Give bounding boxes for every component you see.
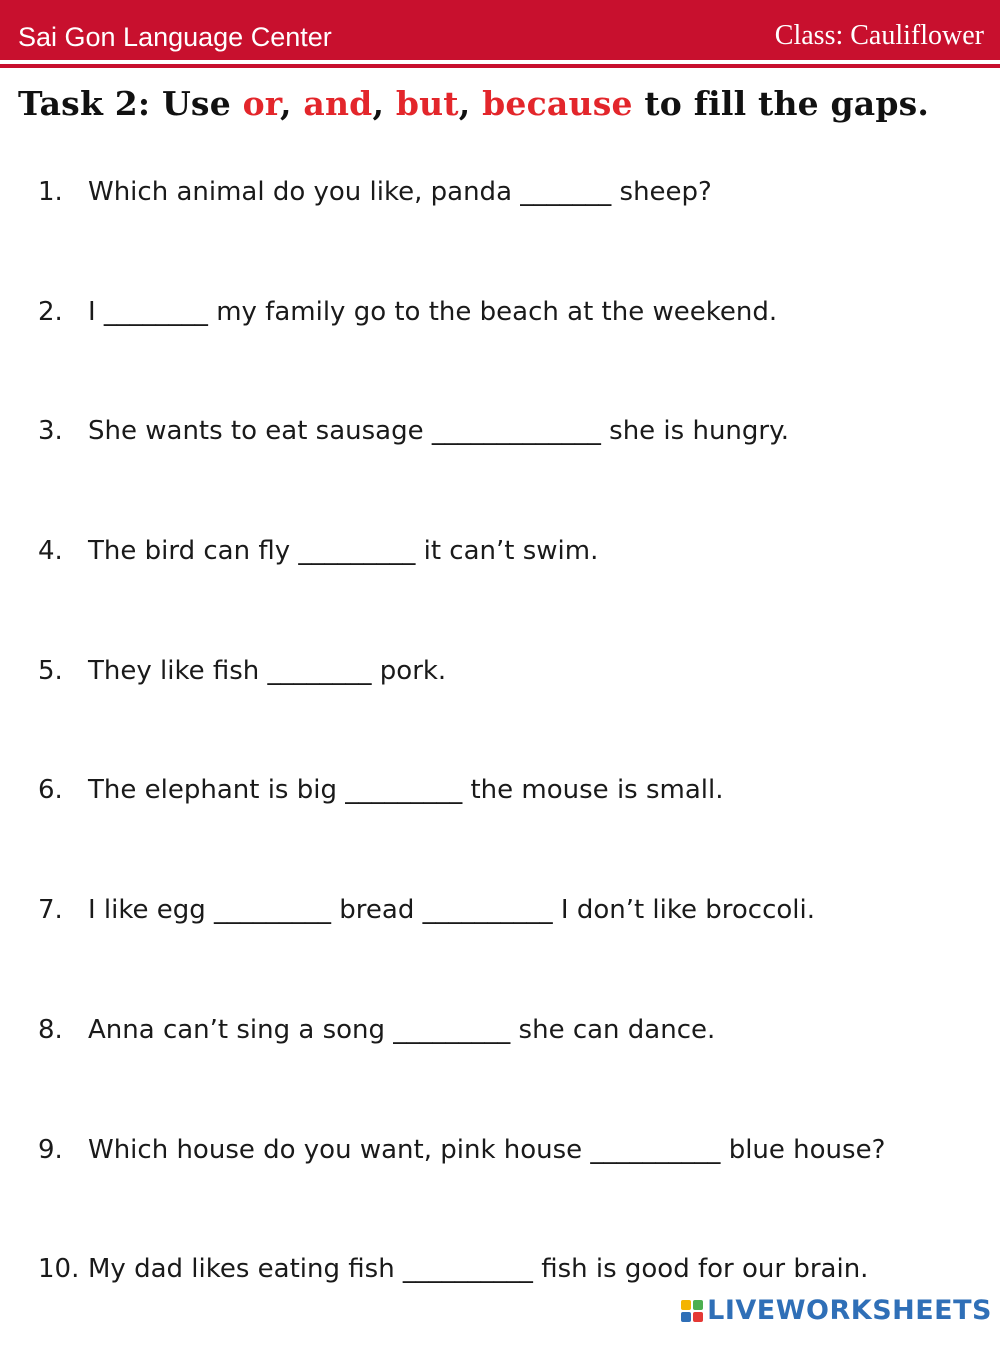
- task-title-prefix: Task 2: Use: [18, 84, 243, 123]
- keyword-because: because: [482, 84, 633, 123]
- keyword-or: or: [242, 84, 280, 123]
- question-text: The bird can fly _________ it can’t swim.: [88, 536, 599, 567]
- question-number: 10.: [38, 1254, 80, 1285]
- organization-name: Sai Gon Language Center: [18, 22, 332, 52]
- question-number: 4.: [38, 536, 63, 567]
- question-text: The elephant is big _________ the mouse is small.: [88, 775, 724, 806]
- question-text: My dad likes eating fish __________ fish is good for our brain.: [88, 1254, 869, 1285]
- question-text: I ________ my family go to the beach at the weekend.: [88, 296, 778, 327]
- question-item: [38, 407, 978, 527]
- question-text: She wants to eat sausage _____________ she is hungry.: [88, 416, 790, 447]
- question-text: I like egg _________ bread __________ I don’t like broccoli.: [88, 895, 816, 926]
- keyword-but: but: [395, 84, 459, 123]
- liveworksheets-logo-icon: [681, 1300, 703, 1322]
- question-item: [38, 1126, 978, 1246]
- task-title: [18, 84, 929, 123]
- keyword-and: and: [303, 84, 373, 123]
- question-number: 6.: [38, 775, 63, 806]
- question-item: [38, 288, 978, 408]
- question-item: [38, 527, 978, 647]
- question-item: [38, 1006, 978, 1126]
- question-item: [38, 647, 978, 767]
- question-text: Anna can’t sing a song _________ she can dance.: [88, 1014, 716, 1045]
- header-divider: [0, 64, 1000, 68]
- question-number: 5.: [38, 655, 63, 686]
- question-text: They like fish ________ pork.: [88, 655, 447, 686]
- question-item: [38, 766, 978, 886]
- question-number: 7.: [38, 895, 63, 926]
- question-item: [38, 886, 978, 1006]
- liveworksheets-logo: [681, 1295, 992, 1326]
- question-text: Which house do you want, pink house __________ blue house?: [88, 1134, 886, 1165]
- class-label: Class: Cauliflower: [774, 20, 984, 51]
- question-number: 2.: [38, 296, 63, 327]
- keyword-separator: ,: [372, 84, 396, 123]
- question-number: 9.: [38, 1134, 63, 1165]
- question-number: 3.: [38, 416, 63, 447]
- question-item: [38, 168, 978, 288]
- keyword-separator: ,: [458, 84, 483, 123]
- task-title-suffix: to fill the gaps.: [632, 84, 930, 123]
- question-list: [38, 168, 978, 1365]
- liveworksheets-logo-text: LIVEWORKSHEETS: [707, 1295, 992, 1326]
- question-number: 1.: [38, 177, 63, 207]
- question-text: Which animal do you like, panda _______ sheep?: [88, 177, 712, 207]
- question-number: 8.: [38, 1014, 63, 1045]
- keyword-separator: ,: [280, 84, 304, 123]
